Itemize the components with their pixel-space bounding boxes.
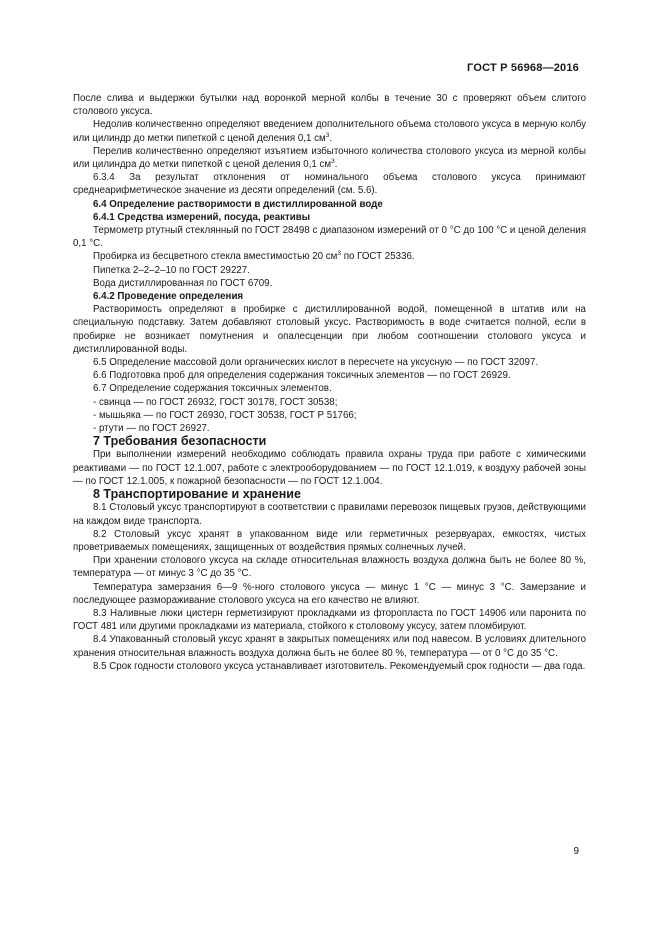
section-6-4-heading: 6.4 Определение растворимости в дистиллированной воде <box>93 198 383 210</box>
section-6-4-2-heading: 6.4.2 Проведение определения <box>93 291 244 303</box>
section-8-heading: 8 Транспортирование и хранение <box>93 487 301 502</box>
superscript-3: 3 <box>325 131 330 139</box>
superscript-3: 3 <box>331 157 335 165</box>
superscript-3: 3 <box>337 250 341 258</box>
paragraph-overfill-text: Перелив количественно определяют изъятием избыточного количества столового уксуса из мерной колбы или цилиндра до метки пипеткой с ценой деления 0,1 см <box>73 145 586 171</box>
section-7-heading: 7 Требования безопасности <box>93 434 267 449</box>
paragraph-solubility: Растворимость определяют в пробирке с дистиллированной водой, помещенной в штатив или на специальную подставку. Затем добавляют столовый уксус. Растворимость в воде считается полной, если в пробирке не возникает помутнения и опалесценции при любом соотношении столового уксуса и дистиллированной воды. <box>73 304 586 355</box>
paragraph-test-tube <box>73 250 586 263</box>
list-item-arsenic: - мышьяка — по ГОСТ 26930, ГОСТ 30538, ГОСТ Р 51766; <box>93 409 357 421</box>
paragraph-8-4: 8.4 Упакованный столовый уксус хранят в закрытых помещениях или под навесом. В условиях длительного хранения относительная влажность воздуха должна быть не более 80 %, температура — от 0 °С до 35 °С. <box>73 634 586 659</box>
paragraph-after-pouring: После слива и выдержки бутылки над воронкой мерной колбы в течение 30 с проверяют объем слитого столового уксуса. <box>73 93 586 118</box>
paragraph-6-6: 6.6 Подготовка проб для определения содержания токсичных элементов — по ГОСТ 26929. <box>93 370 511 382</box>
list-item-mercury: - ртути — по ГОСТ 26927. <box>93 423 210 435</box>
paragraph-8-1: 8.1 Столовый уксус транспортируют в соответствии с правилами перевозок пищевых грузов, действующими на каждом виде транспорта. <box>73 502 586 527</box>
paragraph-test-tube-text: Пробирка из бесцветного стекла вместимостью 20 см <box>93 251 338 263</box>
paragraph-safety: При выполнении измерений необходимо соблюдать правила охраны труда при работе с химическими реактивами — по ГОСТ 12.1.007, работе с электрооборудованием — по ГОСТ 12.1.019, к воздуху рабочей зоны — по ГОСТ 12.1.005, к пожарной безопасности — по ГОСТ 12.1.004. <box>73 449 586 487</box>
paragraph-test-tube-end: по ГОСТ 25336. <box>340 251 415 263</box>
paragraph-distilled-water: Вода дистиллированная по ГОСТ 6709. <box>93 277 273 289</box>
paragraph-underfill-text: Недолив количественно определяют введением дополнительного объема столового уксуса в мерную колбу или цилиндр до метки пипеткой с ценой деления 0,1 см <box>73 119 586 144</box>
paragraph-6-7: 6.7 Определение содержания токсичных элементов. <box>93 383 332 395</box>
paragraph-8-2: 8.2 Столовый уксус хранят в упакованном виде или герметичных резервуарах, емкостях, чистых проветриваемых помещениях, защищенных от воздействия прямых солнечных лучей. <box>73 528 586 553</box>
paragraph-pipette: Пипетка 2–2–2–10 по ГОСТ 29227. <box>93 264 250 276</box>
paragraph-overfill <box>73 145 586 171</box>
document-code-header: ГОСТ Р 56968—2016 <box>467 62 579 74</box>
paragraph-6-5: 6.5 Определение массовой доли органических кислот в пересчете на уксусную — по ГОСТ 32097. <box>93 357 539 369</box>
paragraph-6-3-4: 6.3.4 За результат отклонения от номинального объема столового уксуса принимают среднеарифметическое значение из десяти определений (см. 5.6). <box>73 172 586 197</box>
paragraph-8-2-freezing: Температура замерзания 6—9 %-ного столового уксуса — минус 1 °С — минус 3 °С. Замерзание и последующее размораживание столового уксуса на его качество не влияют. <box>73 581 586 606</box>
list-item-lead: - свинца — по ГОСТ 26932, ГОСТ 30178, ГОСТ 30538; <box>93 396 338 408</box>
paragraph-8-5: 8.5 Срок годности столового уксуса устанавливает изготовитель. Рекомендуемый срок годности — два года. <box>93 660 586 672</box>
section-6-4-1-heading: 6.4.1 Средства измерений, посуда, реактивы <box>93 211 311 223</box>
paragraph-underfill <box>73 118 586 144</box>
paragraph-8-2-humidity: При хранении столового уксуса на складе относительная влажность воздуха должна быть не более 80 %, температура — от минус 3 °С до 35 °С. <box>73 555 586 580</box>
page-number: 9 <box>573 846 579 857</box>
paragraph-overfill-end: . <box>334 159 338 171</box>
paragraph-thermometer: Термометр ртутный стеклянный по ГОСТ 28498 с диапазоном измерений от 0 °С до 100 °С и ценой деления 0,1 °С. <box>73 225 586 250</box>
paragraph-underfill-end: . <box>329 132 333 144</box>
paragraph-8-3: 8.3 Наливные люки цистерн герметизируют прокладками из фторопласта по ГОСТ 14906 или паронита по ГОСТ 481 или другими прокладками из материала, стойкого к столовому уксусу, затем пломбируют. <box>73 607 586 633</box>
document-body <box>73 92 586 673</box>
